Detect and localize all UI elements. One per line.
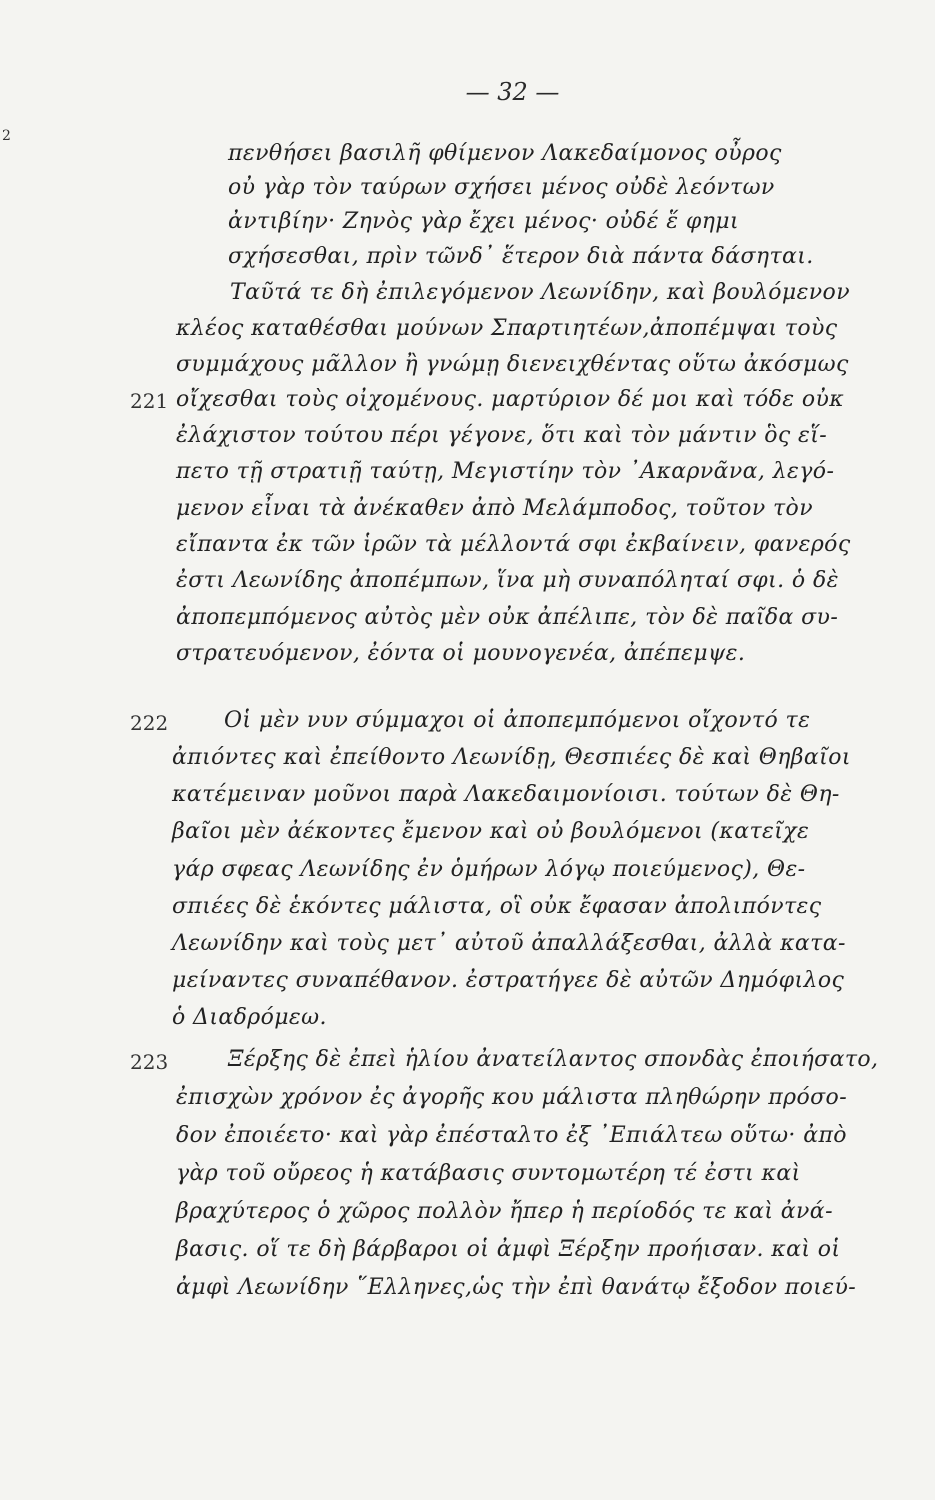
text-line: Ξέρξης δὲ ἐπεὶ ἡλίου ἀνατείλαντος σπονδὰς ἐποιήσατο,	[228, 1047, 879, 1072]
text-line: κατέμειναν μοῦνοι παρὰ Λακεδαιμονίοισι. τούτων δὲ Θη-	[172, 782, 840, 807]
text-line: σπιέες δὲ ἑκόντες μάλιστα, οἳ οὐκ ἔφασαν ἀπολιπόντες	[172, 894, 822, 919]
text-line: ἐλάχιστον τούτου πέρι γέγονε, ὅτι καὶ τὸν μάντιν ὃς εἵ-	[176, 423, 828, 448]
text-line: γάρ σφεας Λεωνίδης ἐν ὁμήρων λόγῳ ποιεύμενος), Θε-	[172, 857, 806, 882]
text-line: συμμάχους μᾶλλον ἢ γνώμῃ διενειχθέντας οὕτω ἀκόσμως	[176, 352, 849, 377]
text-line: ὁ Διαδρόμεω.	[172, 1005, 327, 1030]
text-line: στρατευόμενον, ἐόντα οἱ μουνογενέα, ἀπέπεμψε.	[176, 641, 746, 666]
text-line: Οἱ μὲν νυν σύμμαχοι οἱ ἀποπεμπόμενοι οἴχοντό τε	[224, 708, 811, 733]
text-line: ἀντιβίην· Ζηνὸς γὰρ ἔχει μένος· οὐδέ ἕ φημι	[228, 209, 740, 234]
edge-mark: 2	[2, 128, 11, 144]
text-line: Ταῦτά τε δὴ ἐπιλεγόμενον Λεωνίδην, καὶ βουλόμενον	[230, 280, 850, 305]
section-number-223: 223	[130, 1050, 169, 1074]
page-number: — 32 —	[465, 78, 560, 106]
text-line: οἴχεσθαι τοὺς οἰχομένους. μαρτύριον δέ μοι καὶ τόδε οὐκ	[176, 387, 845, 412]
text-line: βαῖοι μὲν ἀέκοντες ἔμενον καὶ οὐ βουλόμενοι (κατεῖχε	[172, 819, 810, 844]
section-number-222: 222	[130, 711, 169, 735]
text-line: ἐπισχὼν χρόνον ἐς ἀγορῆς κου μάλιστα πληθώρην πρόσο-	[176, 1085, 848, 1110]
text-line: γὰρ τοῦ οὔρεος ἡ κατάβασις συντομωτέρη τέ ἐστι καὶ	[176, 1161, 801, 1186]
text-line: δον ἐποιέετο· καὶ γὰρ ἐπέσταλτο ἐξ ᾽Επιάλτεω οὕτω· ἀπὸ	[176, 1123, 847, 1148]
text-line: εἴπαντα ἐκ τῶν ἱρῶν τὰ μέλλοντά σφι ἐκβαίνειν, φανερός	[176, 532, 851, 557]
text-line: οὐ γὰρ τὸν ταύρων σχήσει μένος οὐδὲ λεόντων	[228, 175, 775, 200]
text-line: ἀποπεμπόμενος αὐτὸς μὲν οὐκ ἀπέλιπε, τὸν δὲ παῖδα συ-	[176, 605, 839, 630]
text-line: μενον εἶναι τὰ ἀνέκαθεν ἀπὸ Μελάμποδος, τοῦτον τὸν	[176, 496, 813, 521]
text-line: πετο τῇ στρατιῇ ταύτῃ, Μεγιστίην τὸν ᾽Ακαρνᾶνα, λεγό-	[176, 459, 835, 484]
section-number-221: 221	[130, 389, 169, 413]
text-line: μείναντες συναπέθανον. ἐστρατήγεε δὲ αὐτῶν Δημόφιλος	[172, 968, 845, 993]
text-line: Λεωνίδην καὶ τοὺς μετ᾽ αὐτοῦ ἀπαλλάξεσθαι, ἀλλὰ κατα-	[172, 931, 846, 956]
text-line: ἀπιόντες καὶ ἐπείθοντο Λεωνίδῃ, Θεσπιέες δὲ καὶ Θηβαῖοι	[172, 745, 851, 770]
text-line: κλέος καταθέσθαι μούνων Σπαρτιητέων,ἀποπέμψαι τοὺς	[176, 316, 838, 341]
text-line: βασις. οἵ τε δὴ βάρβαροι οἱ ἀμφὶ Ξέρξην προήισαν. καὶ οἱ	[176, 1237, 841, 1262]
text-line: πενθήσει βασιλῆ φθίμενον Λακεδαίμονος οὖρος	[228, 141, 782, 166]
text-line: ἀμφὶ Λεωνίδην ῞Ελληνες,ὡς τὴν ἐπὶ θανάτῳ ἔξοδον ποιεύ-	[176, 1275, 857, 1300]
text-line: ἐστι Λεωνίδης ἀποπέμπων, ἵνα μὴ συναπόληταί σφι. ὁ δὲ	[176, 568, 839, 593]
text-line: σχήσεσθαι, πρὶν τῶνδ᾽ ἕτερον διὰ πάντα δάσηται.	[228, 244, 814, 269]
text-line: βραχύτερος ὁ χῶρος πολλὸν ἤπερ ἡ περίοδός τε καὶ ἀνά-	[176, 1199, 833, 1224]
